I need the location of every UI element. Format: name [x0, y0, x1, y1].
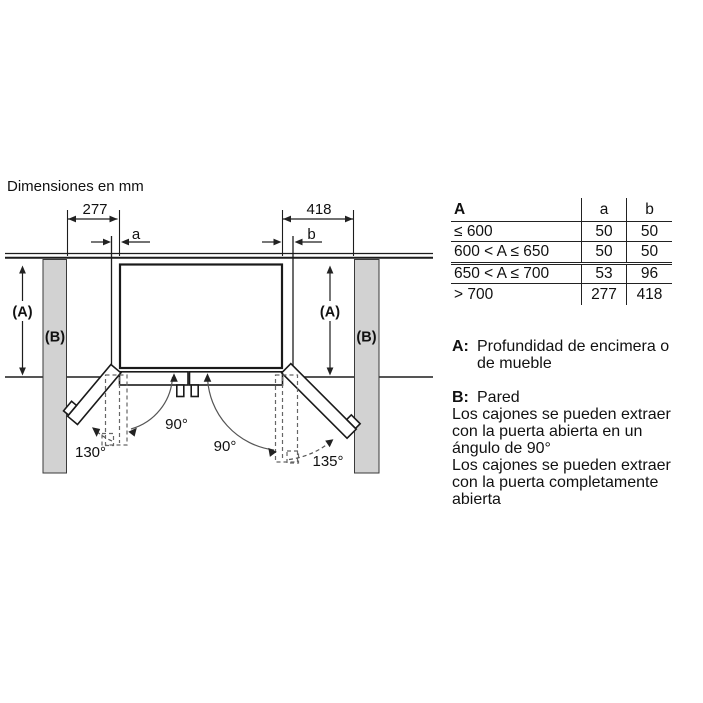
angle-90-left-label: 90°	[165, 416, 188, 433]
note-b	[452, 389, 703, 508]
angle-130-label: 130°	[74, 444, 107, 461]
wall-label-right: (B)	[356, 329, 377, 346]
note-a-line: de mueble	[477, 355, 552, 372]
table-header-A: A	[454, 200, 466, 218]
door-right-90deg-dashed	[276, 375, 299, 463]
note-b-line: ángulo de 90°	[452, 440, 551, 457]
hinge-left	[177, 385, 184, 397]
depth-label-left: (A)	[12, 304, 33, 321]
dim-418-label: 418	[306, 201, 332, 218]
legend-notes	[452, 338, 703, 508]
table-header-b: b	[626, 198, 672, 221]
row-value-a: 50	[581, 222, 626, 241]
table-row	[451, 242, 672, 265]
note-b-line: con la puerta completamente	[452, 474, 659, 491]
note-b-line: Los cajones se pueden extraer	[452, 406, 671, 423]
row-value-b: 96	[626, 265, 672, 283]
row-value-a: 50	[581, 242, 626, 262]
angle-90-right-label: 90°	[213, 438, 237, 455]
wall-left	[43, 260, 67, 474]
note-b-line: con la puerta abierta en un	[452, 423, 643, 440]
row-label: 600 < A ≤ 650	[454, 243, 550, 260]
row-value-b: 418	[626, 284, 672, 305]
row-value-b: 50	[626, 222, 672, 241]
note-b-line: Los cajones se pueden extraer	[452, 457, 671, 474]
dim-gap-b	[262, 226, 322, 245]
row-label: ≤ 600	[454, 222, 493, 240]
depth-arrow-left	[10, 266, 36, 376]
doors-closed	[120, 372, 283, 397]
row-value-a: 53	[581, 265, 626, 283]
table-row	[451, 222, 672, 242]
table-header-row	[451, 198, 672, 222]
note-b-title: Pared	[477, 389, 520, 406]
hinge-right	[191, 385, 198, 397]
diagram-title: Dimensiones en mm	[7, 178, 144, 195]
row-value-a: 277	[581, 284, 626, 305]
dim-277	[68, 201, 118, 222]
table-row	[451, 265, 672, 284]
dim-gap-a	[91, 226, 150, 245]
door-right-open	[282, 359, 361, 438]
wall-right	[355, 260, 380, 474]
door-left-open	[63, 360, 121, 424]
row-label: 650 < A ≤ 700	[454, 265, 550, 282]
table-row	[451, 284, 672, 305]
note-b-line: abierta	[452, 491, 501, 508]
row-label: > 700	[454, 285, 494, 303]
wall-label-left: (B)	[44, 329, 66, 346]
gap-b-label: b	[307, 226, 316, 243]
note-a-text	[477, 338, 669, 372]
note-b-label: B:	[452, 389, 469, 406]
note-a	[452, 338, 703, 372]
note-a-label: A:	[452, 338, 469, 355]
dimensions-table	[451, 198, 672, 305]
note-a-line: Profundidad de encimera o	[477, 338, 670, 355]
angle-135-label: 135°	[312, 453, 344, 470]
table-header-a: a	[581, 198, 626, 221]
depth-arrow-right	[317, 266, 343, 376]
depth-label-right: (A)	[319, 304, 341, 321]
appliance-body	[120, 265, 282, 369]
row-value-b: 50	[626, 242, 672, 262]
dim-277-label: 277	[82, 201, 108, 218]
gap-a-label: a	[131, 226, 141, 243]
dim-418	[283, 201, 353, 222]
